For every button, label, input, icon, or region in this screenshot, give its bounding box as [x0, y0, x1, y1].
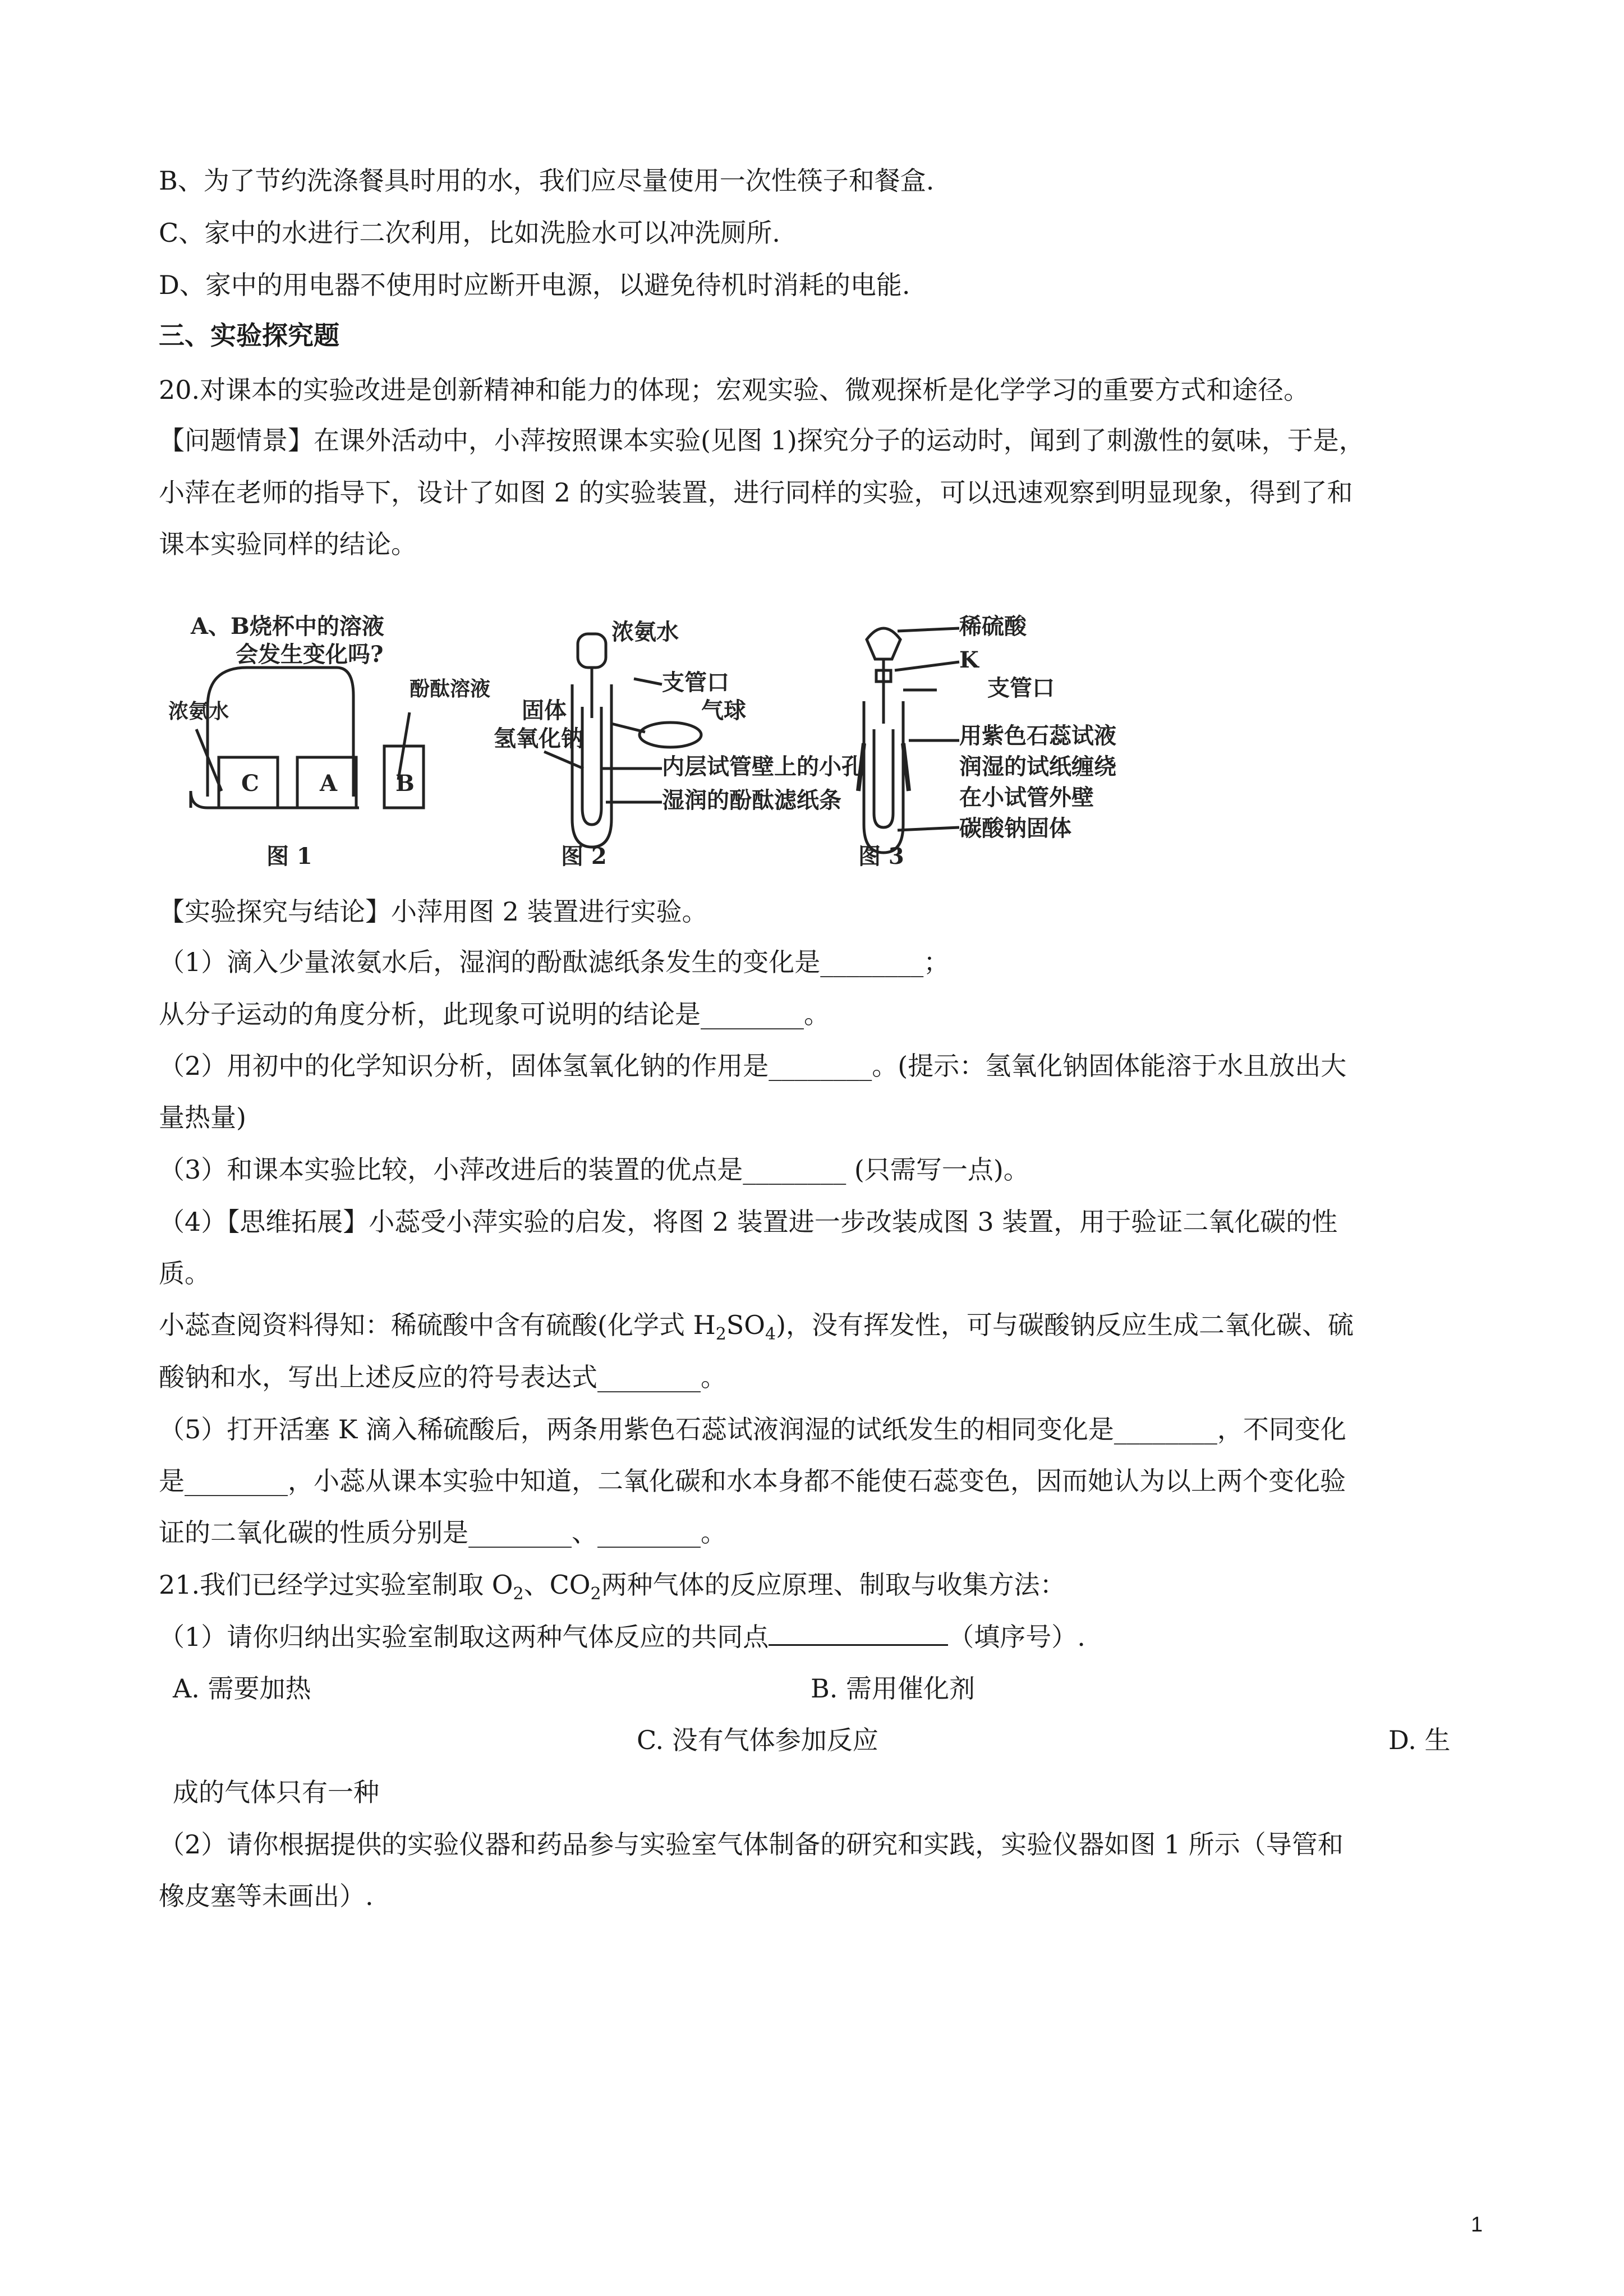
- q20-part3: （3）和课本实验比较，小萍改进后的装置的优点是________ (只需写一点)。: [159, 1154, 1029, 1185]
- q21-part2-b: 橡皮塞等未画出）.: [159, 1881, 374, 1911]
- svg-text:支管口: 支管口: [987, 675, 1055, 701]
- fig2-ammonia-label: 浓氨水: [611, 619, 679, 645]
- fig1-caption: 图 1: [266, 843, 312, 869]
- q20-part2-b: 量热量): [159, 1102, 246, 1133]
- page-number: 1: [1471, 2213, 1483, 2237]
- q20-context-line: 小萍在老师的指导下，设计了如图 2 的实验装置，进行同样的实验，可以迅速观察到明显现象，得到了和: [159, 477, 1353, 508]
- svg-text:润湿的试纸缠绕: 润湿的试纸缠绕: [959, 753, 1116, 780]
- svg-text:碳酸钠固体: 碳酸钠固体: [959, 815, 1071, 841]
- experiment-figure: [168, 606, 1470, 875]
- option-b: B、为了节约洗涤餐具时用的水，我们应尽量使用一次性筷子和餐盒.: [159, 165, 935, 196]
- balloon: [640, 723, 701, 747]
- svg-text:A: A: [320, 770, 338, 797]
- fig1-question: A、B烧杯中的溶液: [191, 613, 384, 639]
- outer-tube-3: [864, 701, 903, 853]
- q20-part2: （2）用初中的化学知识分析，固体氢氧化钠的作用是________。(提示：氢氧化钠固体能溶于水且放出大: [159, 1051, 1347, 1081]
- q21-option-d-cont: 成的气体只有一种: [173, 1777, 379, 1807]
- svg-text:内层试管壁上的小孔: 内层试管壁上的小孔: [662, 753, 864, 780]
- svg-text:氢氧化钠: 氢氧化钠: [494, 725, 583, 752]
- q20-part4-b: 质。: [159, 1258, 210, 1289]
- inner-tube-3: [874, 729, 893, 827]
- q20-explore: 【实验探究与结论】小萍用图 2 装置进行实验。: [159, 896, 708, 927]
- svg-text:湿润的酚酞滤纸条: 湿润的酚酞滤纸条: [662, 787, 841, 813]
- fig3-caption: 图 3: [858, 843, 904, 869]
- answer-blank: [769, 1622, 948, 1646]
- option-c: C、家中的水进行二次利用，比如洗脸水可以冲洗厕所.: [159, 218, 780, 248]
- fig3-acid-label: 稀硫酸: [959, 613, 1027, 639]
- svg-text:C: C: [241, 770, 259, 797]
- inner-tube: [582, 707, 601, 825]
- q20-part5-b: 是________，小蕊从课本实验中知道，二氧化碳和水本身都不能使石蕊变色，因而她认为以上两个变化验: [159, 1466, 1346, 1496]
- svg-text:B: B: [395, 770, 415, 797]
- option-d: D、家中的用电器不使用时应断开电源，以避免待机时消耗的电能.: [159, 270, 910, 300]
- fig1-phenol-label: 酚酞溶液: [410, 677, 491, 701]
- q21-intro: 21.我们已经学过实验室制取 $O_2$、$CO_2$两种气体的反应原理、制取与收集方法：: [159, 1570, 1066, 1604]
- q20-part4-c: 小蕊查阅资料得知：稀硫酸中含有硫酸(化学式 $H_2SO_4$)，没有挥发性，可与碳酸钠反应生成二氧化碳、硫: [159, 1310, 1354, 1344]
- svg-text:K: K: [959, 647, 979, 673]
- section-heading: 三、实验探究题: [159, 320, 339, 351]
- svg-text:会发生变化吗?: 会发生变化吗?: [236, 641, 384, 668]
- fig1-ammonia-label: 浓氨水: [168, 700, 229, 723]
- q21-part2: （2）请你根据提供的实验仪器和药品参与实验室气体制备的研究和实践，实验仪器如图 1 所示（导管和: [159, 1829, 1344, 1860]
- fig2-caption: 图 2: [561, 843, 607, 869]
- apparatus-diagram: [168, 606, 1470, 875]
- funnel: [867, 628, 900, 659]
- svg-text:支管口: 支管口: [662, 669, 729, 696]
- q20-intro: 20.对课本的实验改进是创新精神和能力的体现；宏观实验、微观探析是化学学习的重要方式和途径。: [159, 375, 1310, 405]
- q21-option-a: A. 需要加热: [173, 1673, 311, 1704]
- q21-part1: （1）请你归纳出实验室制取这两种气体反应的共同点 （填序号）.: [159, 1622, 1085, 1652]
- q20-part5-c: 证的二氧化碳的性质分别是________、________。: [159, 1517, 726, 1548]
- q20-part4: （4）【思维拓展】小蕊受小萍实验的启发，将图 2 装置进一步改装成图 3 装置，用于验证二氧化碳的性: [159, 1207, 1338, 1237]
- svg-text:在小试管外壁: 在小试管外壁: [959, 784, 1094, 811]
- q20-part1-b: 从分子运动的角度分析，此现象可说明的结论是________。: [159, 999, 830, 1029]
- q20-part5: （5）打开活塞 K 滴入稀硫酸后，两条用紫色石蕊试液润湿的试纸发生的相同变化是________，不同变化: [159, 1414, 1346, 1444]
- q21-option-c: C. 没有气体参加反应: [637, 1725, 878, 1755]
- q20-part1: （1）滴入少量浓氨水后，湿润的酚酞滤纸条发生的变化是________；: [159, 947, 950, 977]
- q21-option-b: B. 需用催化剂: [811, 1673, 976, 1704]
- q20-context-line: 课本实验同样的结论。: [159, 529, 417, 559]
- q21-option-d: D. 生: [1388, 1725, 1451, 1755]
- dropper-bulb: [578, 634, 606, 668]
- svg-text:气球: 气球: [701, 697, 746, 724]
- svg-text:固体: 固体: [522, 697, 567, 724]
- q20-context-line: 【问题情景】在课外活动中，小萍按照课本实验(见图 1)探究分子的运动时，闻到了刺激性的氨味，于是，: [159, 425, 1365, 455]
- svg-text:用紫色石蕊试液: 用紫色石蕊试液: [959, 723, 1116, 749]
- q20-part4-d: 酸钠和水，写出上述反应的符号表达式________。: [159, 1362, 726, 1392]
